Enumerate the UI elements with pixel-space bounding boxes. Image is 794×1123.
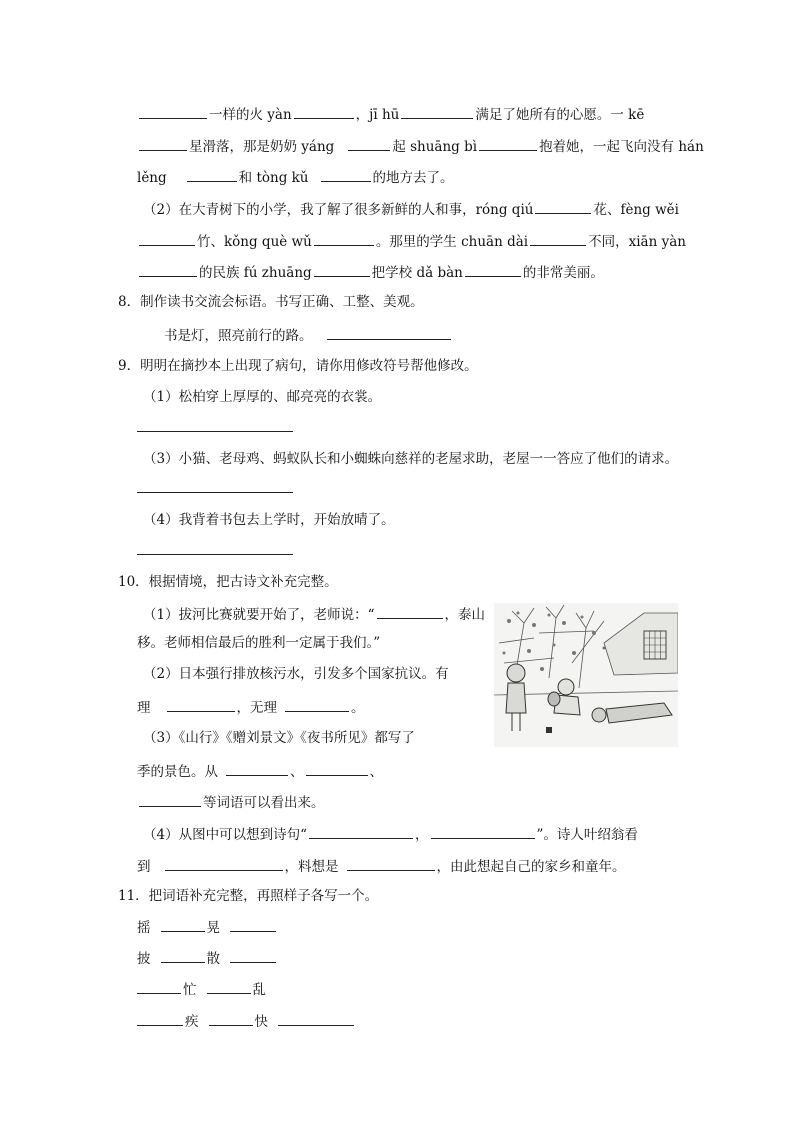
answer-blank[interactable] bbox=[285, 697, 349, 712]
answer-blank[interactable] bbox=[230, 948, 276, 963]
q11-char: 散 bbox=[206, 951, 220, 967]
answer-blank[interactable] bbox=[348, 136, 390, 151]
q7-p1-line1 bbox=[137, 104, 644, 124]
answer-blank[interactable] bbox=[327, 325, 451, 340]
q10-s2-line1: （2）日本强行排放核污水，引发多个国家抗议。有 bbox=[143, 666, 449, 682]
answer-blank[interactable] bbox=[139, 136, 187, 151]
answer-blank[interactable] bbox=[479, 136, 537, 151]
q11-row-2 bbox=[137, 948, 278, 968]
answer-blank[interactable] bbox=[167, 697, 235, 712]
q7-text: lěng bbox=[137, 170, 167, 186]
q7-text: 抱着她，一起飞向没有 hán bbox=[539, 139, 704, 155]
q7-text: 的地方去了。 bbox=[372, 170, 454, 186]
q10-s4-line1 bbox=[143, 824, 638, 844]
q8-title: 8．制作读书交流会标语。书写正确、工整、美观。 bbox=[118, 294, 424, 310]
answer-blank[interactable] bbox=[187, 167, 237, 182]
q7-p2-line3 bbox=[137, 262, 604, 282]
crickets-illustration bbox=[494, 603, 678, 747]
q11-title: 11．把词语补充完整，再照样子各写一个。 bbox=[118, 888, 379, 904]
q7-p1-line3 bbox=[137, 167, 454, 187]
q7-text: 不同，xiān yàn bbox=[588, 234, 686, 250]
q10-s1-line2: 移。老师相信最后的胜利一定属于我们。” bbox=[137, 635, 381, 651]
q10-text: 、 bbox=[369, 764, 383, 780]
q7-text: 竹、kǒng què wǔ bbox=[197, 234, 312, 250]
q10-text: ，无理 bbox=[236, 700, 277, 716]
q8-slogan-line bbox=[164, 325, 453, 345]
q11-char: 晃 bbox=[206, 920, 220, 936]
answer-blank[interactable] bbox=[321, 167, 371, 182]
answer-blank[interactable] bbox=[377, 604, 443, 619]
q10-text: 理 bbox=[137, 700, 151, 716]
q10-text: ， bbox=[415, 827, 429, 843]
q11-char: 快 bbox=[254, 1014, 268, 1030]
q10-text: 。 bbox=[351, 700, 365, 716]
q11-row-4 bbox=[137, 1011, 356, 1031]
q10-s1-line1 bbox=[143, 604, 485, 624]
q11-char: 披 bbox=[137, 951, 151, 967]
q11-char: 疾 bbox=[185, 1014, 199, 1030]
q7-text: ，jī hū bbox=[355, 107, 400, 123]
q10-text: ，料想是 bbox=[284, 859, 339, 875]
answer-blank[interactable] bbox=[161, 948, 205, 963]
q9-sentence-1: （1）松柏穿上厚厚的、邮亮亮的衣裳。 bbox=[143, 389, 382, 405]
answer-blank[interactable] bbox=[226, 761, 288, 776]
q7-text: 的非常美丽。 bbox=[522, 265, 604, 281]
q10-s4-line2 bbox=[137, 856, 626, 876]
answer-blank[interactable] bbox=[314, 262, 370, 277]
q10-s3-line2 bbox=[137, 761, 383, 781]
q10-text: 、 bbox=[290, 764, 304, 780]
q7-p1-line2 bbox=[137, 136, 704, 156]
q7-p2-line2 bbox=[137, 231, 686, 251]
answer-blank[interactable] bbox=[139, 262, 197, 277]
q10-title: 10．根据情境，把古诗文补充完整。 bbox=[118, 574, 338, 590]
answer-blank[interactable] bbox=[314, 231, 374, 246]
answer-blank[interactable] bbox=[431, 824, 535, 839]
answer-blank[interactable] bbox=[306, 761, 368, 776]
q11-char: 乱 bbox=[252, 982, 266, 998]
q7-text: （2）在大青树下的小学，我了解了很多新鲜的人和事，róng qiú bbox=[143, 202, 534, 218]
answer-blank[interactable] bbox=[137, 979, 181, 994]
answer-line[interactable] bbox=[137, 554, 293, 555]
answer-blank[interactable] bbox=[530, 231, 586, 246]
q7-text: 。那里的学生 chuān dài bbox=[375, 234, 529, 250]
answer-blank[interactable] bbox=[139, 231, 195, 246]
q11-row-3 bbox=[137, 979, 266, 999]
answer-blank[interactable] bbox=[294, 104, 354, 119]
answer-blank[interactable] bbox=[161, 917, 205, 932]
answer-blank[interactable] bbox=[465, 262, 521, 277]
q10-text: 季的景色。从 bbox=[137, 764, 218, 780]
answer-blank[interactable] bbox=[535, 199, 591, 214]
answer-blank[interactable] bbox=[347, 856, 435, 871]
answer-blank[interactable] bbox=[278, 1011, 354, 1026]
q7-text: 花、fèng wěi bbox=[593, 202, 679, 218]
q7-text: 星滑落，那是奶奶 yáng bbox=[189, 139, 335, 155]
answer-blank[interactable] bbox=[165, 856, 283, 871]
answer-blank[interactable] bbox=[230, 917, 276, 932]
q10-s3-line3 bbox=[137, 792, 325, 812]
lantern bbox=[546, 727, 552, 733]
q7-text: 的民族 fú zhuāng bbox=[199, 265, 312, 281]
answer-blank[interactable] bbox=[139, 104, 207, 119]
q10-text: 到 bbox=[137, 859, 151, 875]
q10-text: ”。诗人叶绍翁看 bbox=[536, 827, 638, 843]
q8-slogan: 书是灯，照亮前行的路。 bbox=[164, 328, 313, 344]
q10-s3-line1: （3）《山行》《赠刘景文》《夜书所见》都写了 bbox=[143, 730, 415, 746]
answer-blank[interactable] bbox=[137, 1011, 183, 1026]
q7-text: 一样的火 yàn bbox=[209, 107, 292, 123]
q7-text: 和 tòng kǔ bbox=[238, 170, 309, 186]
answer-blank[interactable] bbox=[309, 824, 413, 839]
q9-sentence-3: （3）小猫、老母鸡、蚂蚁队长和小蜘蛛向慈祥的老屋求助，老屋一一答应了他们的请求。 bbox=[143, 451, 679, 467]
q11-char: 摇 bbox=[137, 920, 151, 936]
q11-char: 忙 bbox=[183, 982, 197, 998]
answer-line[interactable] bbox=[137, 431, 293, 432]
q9-title: 9．明明在摘抄本上出现了病句，请你用修改符号帮他修改。 bbox=[118, 358, 478, 374]
answer-line[interactable] bbox=[137, 492, 293, 493]
q10-text: （1）拔河比赛就要开始了，老师说：“ bbox=[143, 607, 375, 623]
answer-blank[interactable] bbox=[209, 1011, 253, 1026]
q7-text: 满足了她所有的心愿。一 kē bbox=[475, 107, 645, 123]
answer-blank[interactable] bbox=[139, 792, 201, 807]
q10-text: （4）从图中可以想到诗句“ bbox=[143, 827, 307, 843]
q10-s2-line2 bbox=[137, 697, 365, 717]
q10-text: 等词语可以看出来。 bbox=[203, 795, 325, 811]
q11-row-1 bbox=[137, 917, 278, 937]
q7-text: 把学校 dǎ bàn bbox=[371, 265, 463, 281]
q7-p2-line1 bbox=[143, 199, 679, 219]
q10-text: ，泰山 bbox=[444, 607, 485, 623]
answer-blank[interactable] bbox=[207, 979, 251, 994]
q9-sentence-4: （4）我背着书包去上学时，开始放晴了。 bbox=[143, 512, 395, 528]
answer-blank[interactable] bbox=[401, 104, 473, 119]
q10-text: ，由此想起自己的家乡和童年。 bbox=[436, 859, 626, 875]
q7-text: 起 shuāng bì bbox=[392, 139, 478, 155]
